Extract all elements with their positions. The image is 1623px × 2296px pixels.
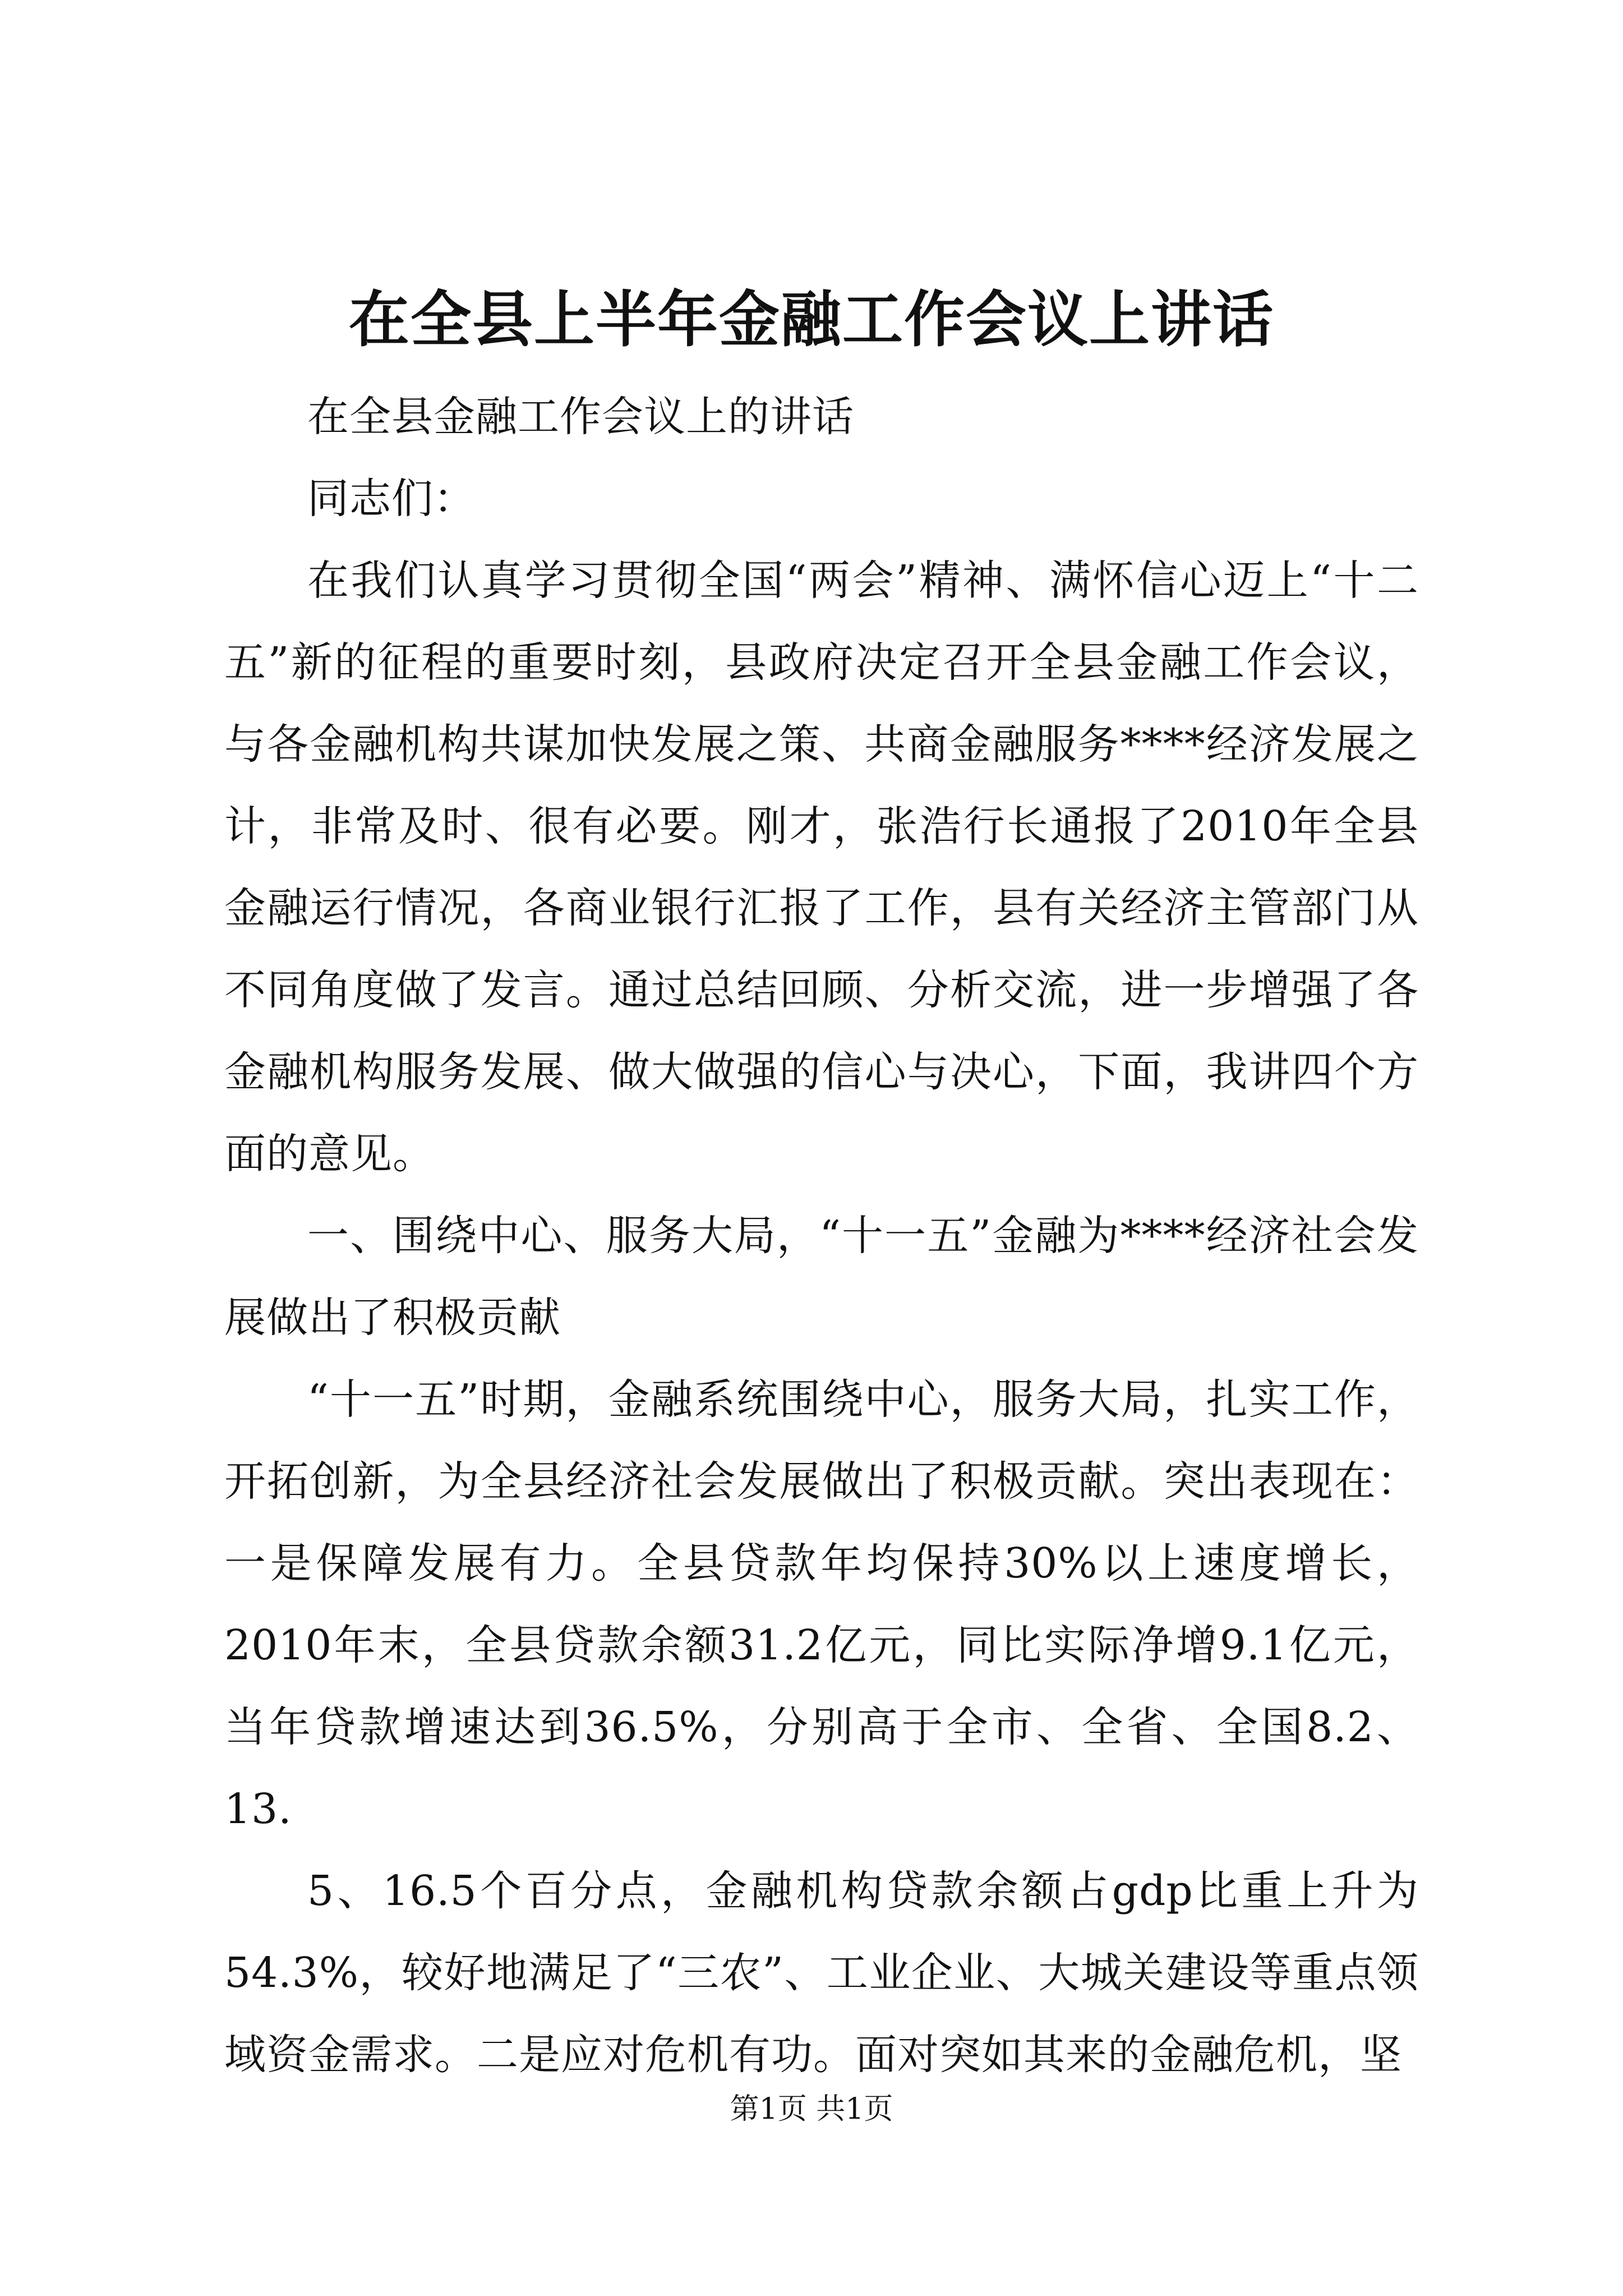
salutation-paragraph: 同志们： [307,475,476,523]
document-title: 在全县上半年金融工作会议上讲话 [348,284,1274,355]
document-body [224,376,1419,2096]
section-heading-paragraph: 一、围绕中心、服务大局，“十一五”金融为****经济社会发展做出了积极贡献 [224,1212,1419,1342]
subtitle-paragraph: 在全县金融工作会议上的讲话 [307,393,854,441]
page-footer: 第1页 共1页 [730,2092,893,2126]
body-paragraph: 在我们认真学习贯彻全国“两会”精神、满怀信心迈上“十二五”新的征程的重要时刻，县政府决定召开全县金融工作会议，与各金融机构共谋加快发展之策、共商金融服务****经济发展之计，非常及时、很有必要。刚才，张浩行长通报了2010年全县金融运行情况，各商业银行汇报了工作，县有关经济主管部门从不同角度做了发言。通过总结回顾、分析交流，进一步增强了各金融机构服务发展、做大做强的信心与决心，下面，我讲四个方面的意见。 [224,556,1419,1178]
body-paragraph: “十一五”时期，金融系统围绕中心，服务大局，扎实工作，开拓创新，为全县经济社会发展做出了积极贡献。突出表现在：一是保障发展有力。全县贷款年均保持30%以上速度增长，2010年末，全县贷款余额31.2亿元，同比实际净增9.1亿元，当年贷款增速达到36.5%，分别高于全市、全省、全国8.2、13. [224,1375,1419,1833]
body-paragraph: 5、16.5个百分点，金融机构贷款余额占gdp比重上升为54.3%，较好地满足了“三农”、工业企业、大城关建设等重点领域资金需求。二是应对危机有功。面对突如其来的金融危机，坚 [224,1867,1419,2079]
